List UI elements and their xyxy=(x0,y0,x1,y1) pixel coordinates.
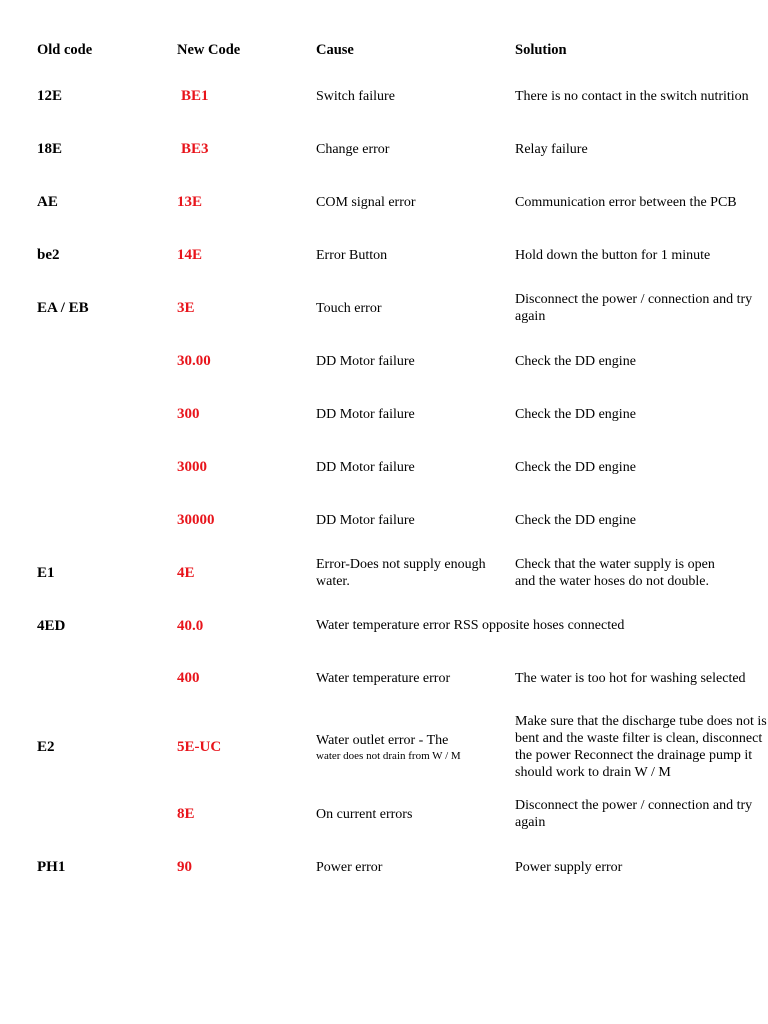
cause-cell: On current errors xyxy=(316,806,413,822)
cause-solution-cell: Water temperature error RSS opposite hoses connected xyxy=(316,618,625,633)
table-row xyxy=(0,660,768,696)
cause-cell: Error-Does not supply enough water. xyxy=(316,557,486,589)
cause-cell: COM signal error xyxy=(316,194,416,210)
table-row xyxy=(0,184,768,220)
solution-cell: Make sure that the discharge tube does not is bent and the waste filter is clean, disconnect the power Reconnect the drainage pump it should work to drain W / M xyxy=(515,714,767,780)
table-row xyxy=(0,849,768,885)
new-code-cell: 40.0 xyxy=(177,617,204,634)
new-code-cell: 90 xyxy=(177,858,192,875)
table-row xyxy=(0,237,768,273)
new-code-cell: 4E xyxy=(177,564,195,581)
table-row xyxy=(0,796,768,832)
table-row xyxy=(0,131,768,167)
cause-detail-text: water does not drain from W / M xyxy=(316,749,461,762)
solution-cell: Communication error between the PCB xyxy=(515,194,737,210)
new-code-cell: BE3 xyxy=(181,140,209,157)
solution-cell: Check the DD engine xyxy=(515,353,636,369)
cause-text-group xyxy=(316,732,461,763)
new-code-cell: 400 xyxy=(177,669,200,686)
cause-cell xyxy=(316,703,508,791)
cause-cell: Power error xyxy=(316,859,383,875)
old-code-cell xyxy=(37,660,167,696)
solution-cell: Check the DD engine xyxy=(515,406,636,422)
table-row xyxy=(0,343,768,379)
cause-cell: DD Motor failure xyxy=(316,353,415,369)
cause-cell: Touch error xyxy=(316,300,382,316)
table-row xyxy=(0,290,768,326)
new-code-cell: 300 xyxy=(177,405,200,422)
new-code-cell: 3000 xyxy=(177,458,207,475)
new-code-cell: 3E xyxy=(177,299,195,316)
table-row xyxy=(0,703,768,791)
cause-cell: DD Motor failure xyxy=(316,512,415,528)
solution-cell: Disconnect the power / connection and try again xyxy=(515,292,753,324)
new-code-cell: 8E xyxy=(177,805,195,822)
old-code-cell: E2 xyxy=(37,738,55,755)
table-header xyxy=(0,42,768,62)
table-row xyxy=(0,78,768,114)
old-code-cell xyxy=(37,502,167,538)
new-code-cell: BE1 xyxy=(181,87,209,104)
solution-cell: The water is too hot for washing selected xyxy=(515,670,746,686)
cause-cell: Change error xyxy=(316,141,390,157)
table-row xyxy=(0,546,768,600)
header-cause: Cause xyxy=(316,42,354,58)
table-row xyxy=(0,608,768,644)
old-code-cell: be2 xyxy=(37,246,60,263)
solution-cell: Hold down the button for 1 minute xyxy=(515,247,711,263)
header-old-code: Old code xyxy=(37,42,93,58)
table-row xyxy=(0,502,768,538)
table-row xyxy=(0,449,768,485)
cause-cell: DD Motor failure xyxy=(316,406,415,422)
new-code-cell: 13E xyxy=(177,193,203,210)
new-code-cell: 30000 xyxy=(177,511,215,528)
solution-cell: Check that the water supply is open and the water hoses do not double. xyxy=(515,557,715,589)
cause-cell: Error Button xyxy=(316,247,388,263)
solution-cell: Check the DD engine xyxy=(515,459,636,475)
old-code-cell xyxy=(37,343,167,379)
new-code-cell: 30.00 xyxy=(177,352,211,369)
table-row xyxy=(0,396,768,432)
old-code-cell xyxy=(37,449,167,485)
old-code-cell: PH1 xyxy=(37,858,66,875)
old-code-cell: E1 xyxy=(37,564,55,581)
cause-cell: Water temperature error xyxy=(316,670,451,686)
new-code-cell: 5E-UC xyxy=(177,738,222,755)
solution-cell: Disconnect the power / connection and try again xyxy=(515,798,753,830)
old-code-cell xyxy=(37,796,167,832)
old-code-cell xyxy=(37,396,167,432)
header-new-code: New Code xyxy=(177,42,241,58)
old-code-cell: AE xyxy=(37,193,58,210)
solution-cell: Check the DD engine xyxy=(515,512,636,528)
old-code-cell: 4ED xyxy=(37,617,66,634)
cause-cell: DD Motor failure xyxy=(316,459,415,475)
solution-cell: Relay failure xyxy=(515,141,588,157)
old-code-cell: EA / EB xyxy=(37,299,89,316)
cause-cell: Switch failure xyxy=(316,88,395,104)
old-code-cell: 12E xyxy=(37,87,63,104)
old-code-cell: 18E xyxy=(37,140,63,157)
header-solution: Solution xyxy=(515,42,567,58)
solution-cell: There is no contact in the switch nutrition xyxy=(515,88,749,104)
new-code-cell: 14E xyxy=(177,246,203,263)
solution-cell: Power supply error xyxy=(515,859,623,875)
cause-main-text: Water outlet error - The xyxy=(316,732,449,748)
